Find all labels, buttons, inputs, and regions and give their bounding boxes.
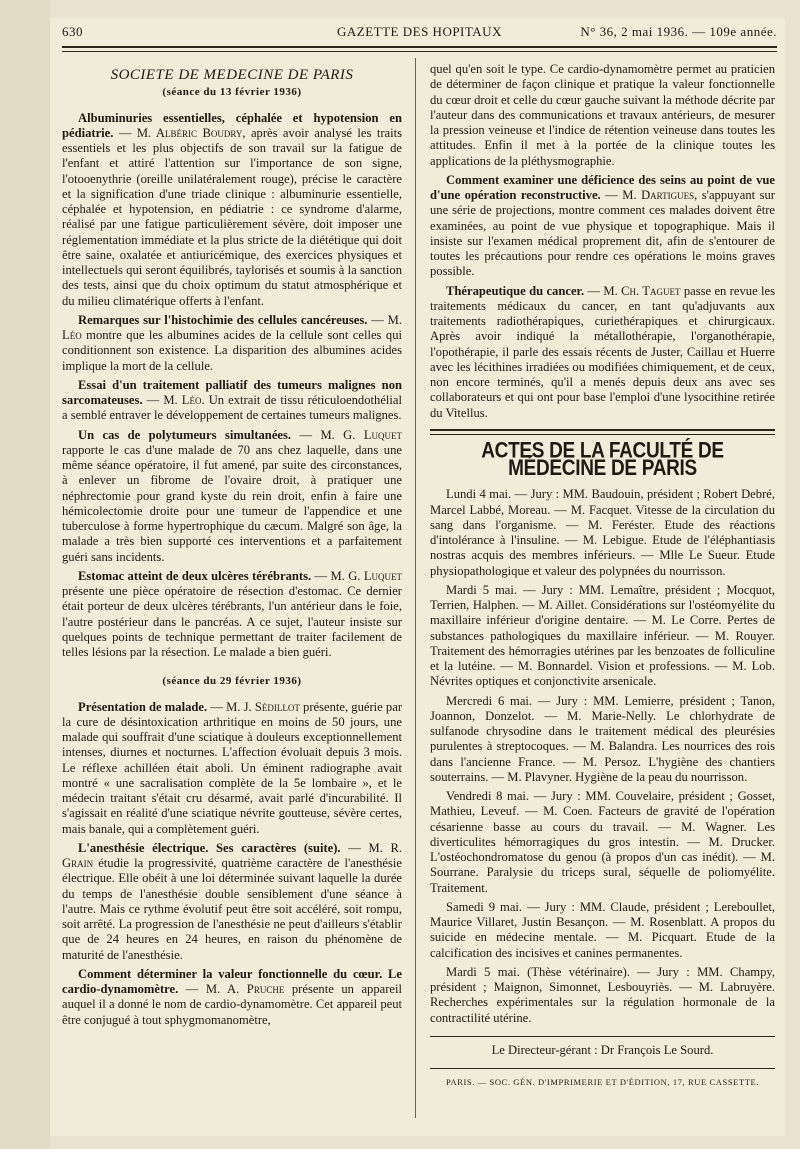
director-line: Le Directeur-gérant : Dr François Le Sourd. xyxy=(491,1042,714,1057)
right-column xyxy=(430,62,775,1090)
article: Remarques sur l'histochimie des cellules cancéreuses. — M. Léo montre que les albumines acides de la cellule sont celles qui conditionnent son existence. La disparition des albumines acides implique la mort de la cellule. xyxy=(62,312,403,373)
section-title: SOCIETE DE MEDECINE DE PARIS xyxy=(110,67,354,83)
article: Thérapeutique du cancer. — M. Ch. Taguet passe en revue les traitements médicaux du cancer, en tant qu'adjuvants aux traitements radiothérapiques, curiethérapiques et chirurgicaux. Après avoir indiqué la métallothérapie, l'organothérapie, l'opothérapie, il parle des essais récents de Juster, Caillau et Huerre avec les lécithines irradiées ou modifiées chimiquement, et de ceux, non encore terminés, qu'il a menés depuis deux ans avec ses collaborateurs et qui ont pour base l'emploi d'une lysocithine retirée du Vitellus. xyxy=(430,283,775,420)
left-column xyxy=(62,62,402,1032)
session-date: (séance du 29 février 1936) xyxy=(162,675,302,688)
article-text: présente une pièce opératoire de résection d'estomac. Ce dernier était porteur de deux ulcères térébrants, l'un antérieur dans le foie, l'autre postérieur dans le pancréas. A ce sujet, l'auteur insiste sur quelques points de technique permettant de traiter facilement de telles lésions par la résection. Le malade a bien guéri. xyxy=(62,584,402,659)
article-title: Comment examiner une déficience des seins au point de vue d'une opération reconstructive. xyxy=(430,172,775,202)
article: Comment déterminer la valeur fonctionnelle du cœur. Le cardio-dynamomètre. — M. A. Pruche présente un appareil auquel il a donné le nom de cardio-dynamomètre. Cet appareil peut être conjugué à tout sphygmomanomètre, xyxy=(62,966,403,1027)
article-title: Un cas de polytumeurs simultanées. xyxy=(78,427,292,442)
article: L'anesthésie électrique. Ses caractères (suite). — M. R. Grain étudie la progressivité, quatrième caractère de l'anesthésie électrique. Elle obéit à une loi déterminée suivant laquelle la durée du temps de l'anesthésie double sensiblement d'une séance à l'autre. Mais ce rythme évolutif peut être soit accéléré, soit rompu, soit arrêté. La progression de l'anesthésie ne peut d'ailleurs s'établir que de 24 heures en 24 heures, en raison du phénomène de maturité de l'anesthésie. xyxy=(62,840,403,962)
article-continuation xyxy=(430,62,775,169)
article-title: Présentation de malade. xyxy=(78,699,208,714)
article-title: Albuminuries essentielles, céphalée et hypotension en pédiatrie. xyxy=(62,110,402,140)
issue-info: N° 36, 2 mai 1936. — 109e année. xyxy=(580,24,777,39)
article-text: présente un appareil auquel il a donné le nom de cardio-dynamomètre. Cet appareil peut être conjugué à tout sphygmomanomètre, xyxy=(62,982,403,1027)
column-divider xyxy=(415,58,416,1118)
article-text: présente, guérie par la cure de désintoxication arthritique en moins de 50 jours, une malade qui souffrait d'une sciatique à douleurs exceptionnellement intenses, diurnes et nocturnes. L'affection évoluait depuis 3 mois. Le réflexe achilléen était aboli. Un éminent radiographe avait montré « une sacralisation complète de la 5e lombaire », et le médecin traitant s'était cru désarmé, avait parlé d'incurabilité. Il s'agissait en réalité d'une sciatique névrite goutteuse, sévère certes, mais banale, qui a complètement guéri. xyxy=(62,699,403,836)
faculty-entry: Lundi 4 mai. — Jury : MM. Baudouin, président ; Robert Debré, Marcel Labbé, Moreau. — M. Facquet. Vitesse de la circulation du sang dans l'organisme. — M. Feréster. Etude des réactions d'intolérance à l'insuline. — M. Lebigue. Etude de l'éléphantiasis nostras acquis des membres inférieurs. — Mlle Le Sueur. Etude physiopathologique et valeur des polypnées du nourrisson. xyxy=(430,487,775,578)
section-rule xyxy=(430,429,775,435)
article: Un cas de polytumeurs simultanées. — M. G. Luquet rapporte le cas d'une malade de 70 ans chez laquelle, dans une même séance opératoire, il fut amené, par suite des circonstances, à enlever un fibrome de l'ovaire droit, à pratiquer une néphrectomie pour grand kyste du rein droit, enfin à faire une hémicolectomie droite pour une tumeur de l'appendice et une tuberculose à forme hypertrophique du cæcum. Malgré son âge, la malade a très bien supporté ces interventions et a parfaitement guéri sans incidents. xyxy=(62,427,403,564)
article: Albuminuries essentielles, céphalée et hypotension en pédiatrie. — M. Albéric Boudry, après avoir analysé les traits essentiels et les plus objectifs de son travail sur la fatigue de l'enfant et attiré l'attention sur l'importance de son signe, l'otooenythrie (oreille unilatéralement rouge), précise le caractère et la signification d'une triade clinique : albuminurie essentielle, céphalée et hypotension, en pédiatrie : ce syndrome d'alarme, réalisé par une fatigue particulièrement sévère, doit imposer une réglementation immédiate et la plus stricte de la diététique qui doit être saine, oxalatée et antiuricémique, des exercices physiques et intellectuels qui seront équilibrés, taylorisés et soumis à la sanction des tests, ainsi que du choix optimum du statut atmosphérique et du milieu climatérique offerts à l'enfant. xyxy=(62,110,403,308)
article-title: L'anesthésie électrique. Ses caractères (suite). xyxy=(78,840,341,855)
article-text: quel qu'en soit le type. Ce cardio-dynamomètre permet au praticien de déterminer de façon clinique et pratique la valeur fonctionnelle du cœur droit et celle du cœur gauche suivant la méthode décrite par l'auteur dans des communications et travaux antérieurs, de mesurer la pression veineuse et l'indice de rétention veineuse dans toutes les attitudes. Enfin il met à la portée de la clinique toutes les applications de la pléthysmographie. xyxy=(430,62,775,168)
article-author: M. R. Grain xyxy=(62,840,403,870)
article-author: M. Dartigues xyxy=(622,188,695,202)
article-author: M. A. Pruche xyxy=(205,982,285,996)
footer-rule xyxy=(430,1068,775,1069)
journal-name: GAZETTE DES HOPITAUX xyxy=(337,24,502,39)
faculty-entry: Mardi 5 mai. (Thèse vétérinaire). — Jury : MM. Champy, président ; Maignon, Simonnet, Lesbouyriès. — M. Labruyère. Recherches expérimentales sur la régulation hormonale de la contractilité utérine. xyxy=(430,964,775,1025)
page-number: 630 xyxy=(62,24,83,39)
article-text: s'appuyant sur une série de projections, montre comment ces malades doivent être examinées, au point de vue physique et topographique. Mais il insiste sur l'examen médical proprement dit, afin de s'entourer de toutes les précautions pour rendre ces opérations le moins graves possible. xyxy=(430,188,775,279)
article-author: M. Léo xyxy=(163,393,202,407)
article-text: étudie la progressivité, quatrième caractère de l'anesthésie électrique. Elle obéit à une loi déterminée suivant laquelle la durée du temps de l'anesthésie double sensiblement d'une séance à l'autre. Mais ce rythme évolutif peut être soit accéléré, soit rompu, soit arrêté. La progression de l'anesthésie ne peut d'ailleurs s'établir que de 24 heures en 24 heures, en raison du phénomène de maturité de l'anesthésie. xyxy=(62,856,402,962)
article-title: Thérapeutique du cancer. xyxy=(446,283,585,298)
article-text: rapporte le cas d'une malade de 70 ans chez laquelle, dans une même séance opératoire, il fut amené, par suite des circonstances, à enlever un fibrome de l'ovaire droit, à pratiquer une néphrectomie pour grand kyste du rein droit, enfin à faire une hémicolectomie droite pour une tumeur de l'appendice et une tuberculose à forme hypertrophique du cæcum. Malgré son âge, la malade a très bien supporté ces interventions et a parfaitement guéri sans incidents. xyxy=(62,442,402,564)
faculty-entry: Mardi 5 mai. — Jury : MM. Lemaître, président ; Mocquot, Terrien, Halphen. — M. Aillet. Considérations sur l'ostéomyélite du maxillaire inférieur d'origine dentaire. — M. Le Corre. Pertes de substances pathologiques du maxillaire inférieur. — M. Rouyer. Traitement des hémorragies utérines par les benzoates de folliculine et la lutéine. — M. Bonnardel. Vision et professions. — M. Lob. Névrites optiques et conjonctivite arsenicale. xyxy=(430,582,775,689)
article-text: montre que les albumines acides de la cellule sont celles qui conditionnent son existence. La disparition des albumines acides implique la mort de la cellule. xyxy=(62,328,402,373)
article: Estomac atteint de deux ulcères térébrants. — M. G. Luquet présente une pièce opératoire de résection d'estomac. Ce dernier était porteur de deux ulcères térébrants, l'un antérieur dans le foie, l'autre postérieur dans le pancréas. A ce sujet, l'auteur insiste sur quelques points de technique permettant de traiter facilement de telles lésions par la résection. Le malade a bien guéri. xyxy=(62,568,403,659)
faculty-entry: Mercredi 6 mai. — Jury : MM. Lemierre, président ; Tanon, Joannon, Donzelot. — M. Marie-Nelly. Le chlorhydrate de sulfanode chrysodine dans le traitement médical des pleurésies purulentes à streptocoques. — M. Balandra. Les nourrices des rois dans l'ancienne France. — M. Persoz. L'hygiène des chantiers souterrains. — M. Plavyner. Hygiène de la peau du nourrisson. xyxy=(430,693,775,784)
article-text: Un extrait de tissu réticuloendothélial a semblé entraver le développement de certaines tumeurs malignes. xyxy=(62,393,402,423)
article-author: M. J. Sédillot xyxy=(226,699,300,714)
article-text: passe en revue les traitements médicaux du cancer, en tant qu'adjuvants aux traitements radiothérapiques, curiethérapiques et chirurgicaux. Après avoir indiqué la métallothérapie, l'organothérapie, l'opothérapie, il parle des essais récents de Juster, Caillau et Huerre avec les lécithines irradiées ou modifiées chimiquement, et de ceux, non encore terminés, qu'il a menés depuis deux ans avec ses collaborateurs et qui ont pour base l'emploi d'une lysocithine retirée du Vitellus. xyxy=(430,283,775,420)
page-header xyxy=(62,24,777,44)
footer-rule xyxy=(430,1036,775,1037)
printer-line: PARIS. — SOC. GÉN. D'IMPRIMERIE ET D'ÉDITION, 17, RUE CASSETTE. xyxy=(445,1077,760,1087)
article-author: M. Ch. Taguet xyxy=(603,283,681,298)
article-author: M. Léo xyxy=(62,312,403,342)
article-text: après avoir analysé les traits essentiels et les plus objectifs de son travail sur la fatigue de l'enfant et attiré l'attention sur l'importance de son signe, l'otooenythrie (oreille unilatéralement rouge), précise le caractère et la signification d'une triade clinique : albuminurie essentielle, céphalée et hypotension, en pédiatrie : ce syndrome d'alarme, réalisé par une fatigue particulièrement sévère, doit imposer une réglementation immédiate et la plus stricte de la diététique qui doit être saine, oxalatée et antiuricémique, des exercices physiques et intellectuels qui seront équilibrés, taylorisés et soumis à la sanction des tests, ainsi que du choix optimum du statut atmosphérique et du milieu climatérique offerts à l'enfant. xyxy=(62,125,403,308)
article: Essai d'un traitement palliatif des tumeurs malignes non sarcomateuses. — M. Léo. Un extrait de tissu réticuloendothélial a semblé entraver le développement de certaines tumeurs malignes. xyxy=(62,377,402,423)
article: Présentation de malade. — M. J. Sédillot présente, guérie par la cure de désintoxication arthritique en moins de 50 jours, une malade qui souffrait d'une sciatique à douleurs exceptionnellement intenses, diurnes et nocturnes. L'affection évoluait depuis 3 mois. Le réflexe achilléen était aboli. Un éminent radiographe avait montré « une sacralisation complète de la 5e lombaire », et le médecin traitant s'était cru désarmé, avait parlé d'incurabilité. Il s'agissait en réalité d'une sciatique névrite goutteuse, sévère certes, mais banale, qui a complètement guéri. xyxy=(62,699,403,836)
article-author: M. Albéric Boudry xyxy=(136,125,243,140)
article-title: Remarques sur l'histochimie des cellules cancéreuses. xyxy=(78,312,368,327)
article-title: Comment déterminer la valeur fonctionnelle du cœur. Le cardio-dynamomètre. xyxy=(62,966,402,996)
newspaper-page xyxy=(50,18,785,1136)
left-margin-shadow xyxy=(0,0,50,1149)
article-title: Essai d'un traitement palliatif des tumeurs malignes non sarcomateuses. xyxy=(62,377,402,407)
article: Comment examiner une déficience des seins au point de vue d'une opération reconstructive. — M. Dartigues, s'appuyant sur une série de projections, montre comment ces malades doivent être examinées, au point de vue physique et topographique. Mais il insiste sur l'examen médical proprement dit, afin de s'entourer de toutes les précautions pour rendre ces opérations le moins graves possible. xyxy=(430,172,775,279)
header-rule xyxy=(62,46,777,52)
faculty-section-title: ACTES DE LA FACULTÉ DE MÉDECINE DE PARIS xyxy=(481,439,724,481)
faculty-entry: Vendredi 8 mai. — Jury : MM. Couvelaire, président ; Gosset, Mathieu, Leveuf. — M. Coen. Facteurs de gravité de l'opération césarienne basse au cours du travail. — M. Wagner. Les diverticulites hémorragiques du gros intestin. — M. Drucker. L'ostéochondromatose du genou (à propos d'un cas inédit). — M. Sourrane. Paralysie du triceps sural, séquelle de poliomyélite. Traitement. xyxy=(430,789,775,895)
article-author: M. G. Luquet xyxy=(330,568,403,583)
faculty-entry: Samedi 9 mai. — Jury : MM. Claude, président ; Lereboullet, Maurice Villaret, Justin Besançon. — M. Rosenblatt. A propos du suicide en médecine mentale. — M. Picquart. Etude de la calcification des incisives et canines permanentes. xyxy=(430,899,775,960)
article-title: Estomac atteint de deux ulcères térébrants. xyxy=(78,568,312,583)
article-author: M. G. Luquet xyxy=(320,427,403,442)
session-date: (séance du 13 février 1936) xyxy=(162,86,302,99)
